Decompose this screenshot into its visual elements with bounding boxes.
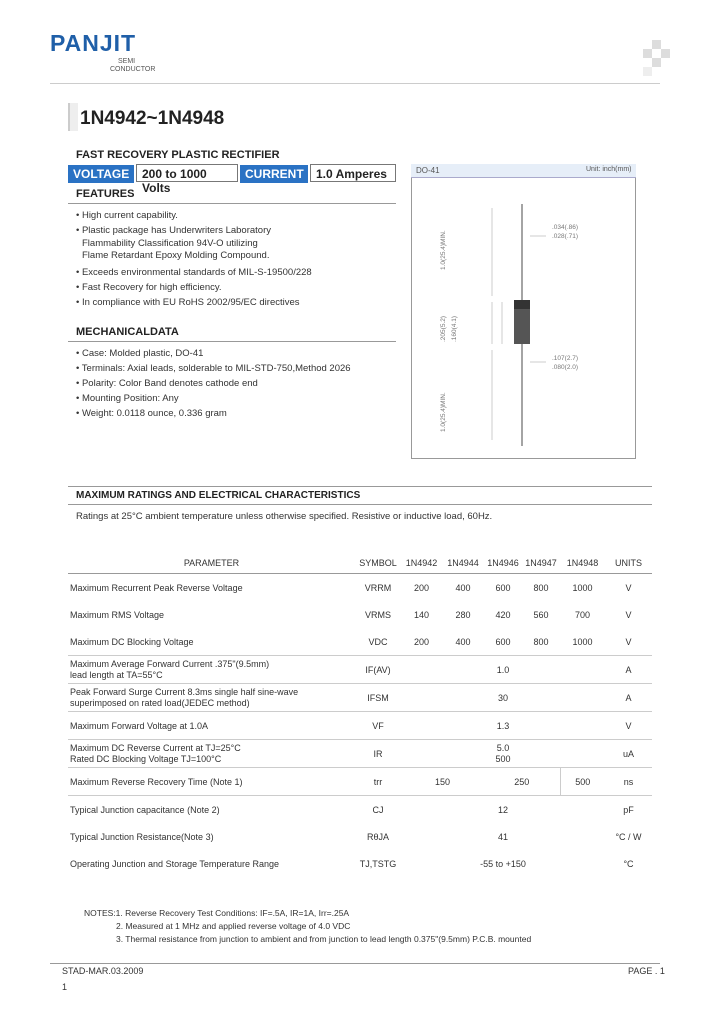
value-cell: 420 [495, 609, 511, 620]
footer-date: STAD-MAR.03.2009 [62, 966, 144, 976]
unit-cell: ns [605, 768, 652, 796]
value-cell: 1000 [572, 582, 593, 593]
unit-cell: pF [623, 804, 634, 815]
param-cell: Typical Junction capacitance (Note 2) [70, 804, 220, 815]
value-cell: 400 [442, 628, 484, 656]
value-cell: 1.3 [401, 712, 605, 740]
value-line: 500 [495, 753, 511, 764]
ratings-note: Ratings at 25°C ambient temperature unless otherwise specified. Resistive or inductive load, 60Hz. [76, 511, 493, 522]
value-cell: 400 [455, 582, 471, 593]
param-cell [68, 740, 355, 768]
unit-cell: °C / W [615, 831, 642, 842]
product-subtitle: FAST RECOVERY PLASTIC RECTIFIER [76, 149, 280, 161]
param-line: Peak Forward Surge Current 8.3ms single half sine-wave [70, 686, 299, 697]
symbol-cell: VRMS [364, 609, 391, 620]
dim-body-diameter-max: .107(2.7) [552, 355, 579, 362]
value-cell: 12 [497, 804, 508, 815]
table-row [68, 740, 652, 768]
value-cell: 600 [495, 582, 511, 593]
features-divider [68, 203, 396, 204]
voltage-value: 200 to 1000 Volts [136, 164, 238, 182]
param-cell: Maximum RMS Voltage [70, 609, 165, 620]
symbol-cell: VDC [355, 628, 401, 656]
dim-body-length-max: .205(5.2) [440, 315, 447, 342]
table-row [68, 656, 652, 684]
page-title: 1N4942~1N4948 [80, 108, 225, 129]
table-header: SYMBOL [355, 553, 401, 574]
dim-lead-diameter-min: .028(.71) [552, 233, 579, 240]
ratings-heading: MAXIMUM RATINGS AND ELECTRICAL CHARACTERISTICS [76, 490, 361, 501]
unit-cell: uA [605, 740, 652, 768]
unit-cell: A [605, 684, 652, 712]
table-row [68, 796, 652, 824]
table-row [68, 628, 652, 656]
list-item: • Weight: 0.0118 ounce, 0.336 gram [76, 408, 227, 419]
list-item: • Plastic package has Underwriters Laboratory [76, 225, 272, 236]
note-line: 2. Measured at 1 MHz and applied reverse voltage of 4.0 VDC [116, 921, 351, 931]
title-accent [68, 103, 78, 131]
value-cell: 800 [533, 582, 549, 593]
value-cell [401, 740, 605, 768]
value-cell: 150 [401, 768, 484, 796]
table-header: 1N4942 [401, 553, 442, 574]
value-cell: 30 [401, 684, 605, 712]
list-item: • In compliance with EU RoHS 2002/95/EC directives [76, 297, 300, 308]
dim-body-diameter-min: .080(2.0) [552, 364, 579, 371]
value-cell: 800 [522, 628, 560, 656]
table-row [68, 601, 652, 628]
list-item: • Mounting Position: Any [76, 393, 179, 404]
symbol-cell: trr [355, 768, 401, 796]
footer-page: PAGE . 1 [628, 966, 665, 976]
symbol-cell: VRRM [364, 582, 392, 593]
table-row [68, 768, 652, 796]
footer-divider [50, 963, 660, 964]
list-item: Flammability Classification 94V-O utilizing [82, 238, 258, 249]
package-name: DO-41 [416, 166, 440, 175]
param-line: lead length at TA=55°C [70, 669, 163, 680]
param-cell: Maximum Reverse Recovery Time (Note 1) [68, 768, 355, 796]
value-cell: 700 [574, 609, 591, 620]
dim-lead-length-bottom: 1.0(25.4)MIN. [440, 392, 447, 432]
page-number: 1 [62, 982, 68, 992]
param-cell: Maximum Recurrent Peak Reverse Voltage [70, 582, 243, 593]
param-cell: Maximum Forward Voltage at 1.0A [68, 712, 355, 740]
value-line: 5.0 [496, 742, 510, 753]
param-cell [68, 656, 355, 684]
symbol-cell: IFSM [355, 684, 401, 712]
list-item: • Fast Recovery for high efficiency. [76, 282, 222, 293]
note-line: NOTES:1. Reverse Recovery Test Conditions: IF=.5A, IR=1A, Irr=.25A [84, 908, 350, 918]
dim-lead-length-top: 1.0(25.4)MIN. [440, 230, 447, 270]
voltage-label: VOLTAGE [68, 165, 134, 183]
table-header: PARAMETER [68, 553, 355, 574]
unit-cell: V [605, 628, 652, 656]
value-cell: 41 [497, 831, 508, 842]
table-row [68, 712, 652, 740]
unit-cell: V [625, 582, 632, 593]
list-item: • Terminals: Axial leads, solderable to MIL-STD-750,Method 2026 [76, 363, 351, 374]
symbol-cell: RθJA [366, 831, 389, 842]
value-cell: 140 [413, 609, 430, 620]
cathode-band [514, 300, 530, 309]
symbol-cell: IR [355, 740, 401, 768]
list-item: • High current capability. [76, 210, 178, 221]
value-cell: 250 [484, 768, 560, 796]
value-cell: 280 [455, 609, 471, 620]
table-row [68, 823, 652, 850]
ratings-table [68, 553, 652, 877]
symbol-cell: TJ,TSTG [359, 858, 397, 869]
note-line: 3. Thermal resistance from junction to ambient and from junction to lead length 0.375"(9.5mm) P.C.B. mounted [116, 934, 532, 944]
table-row [68, 684, 652, 712]
dim-lead-diameter-max: .034(.86) [552, 224, 579, 231]
list-item: • Polarity: Color Band denotes cathode end [76, 378, 258, 389]
mechanical-list [76, 346, 351, 421]
dim-body-length-min: .160(4.1) [451, 315, 458, 342]
brand-subtitle [110, 58, 155, 74]
ratings-divider [68, 504, 652, 505]
header-divider [50, 83, 660, 84]
value-cell: 1000 [560, 628, 605, 656]
unit-cell: °C [623, 858, 634, 869]
features-heading: FEATURES [76, 188, 135, 200]
features-list [76, 208, 312, 310]
param-cell: Operating Junction and Storage Temperature Range [70, 858, 279, 869]
current-value: 1.0 Amperes [310, 164, 396, 182]
value-cell: 560 [533, 609, 549, 620]
unit-cell: A [605, 656, 652, 684]
param-line: Maximum DC Reverse Current at TJ=25°C [70, 742, 241, 753]
table-header: 1N4944 [442, 553, 484, 574]
table-header: 1N4948 [560, 553, 605, 574]
current-label: CURRENT [240, 165, 308, 183]
brand-logo: PANJIT [50, 30, 137, 56]
symbol-cell: IF(AV) [355, 656, 401, 684]
unit-cell: V [625, 609, 632, 620]
list-item: Flame Retardant Epoxy Molding Compound. [82, 250, 270, 261]
param-cell: Maximum DC Blocking Voltage [68, 628, 355, 656]
table-row [68, 574, 652, 602]
mechanical-heading: MECHANICALDATA [76, 326, 179, 338]
package-unit: Unit: inch(mm) [586, 166, 632, 173]
mechanical-divider [68, 341, 396, 342]
notes [84, 907, 531, 946]
unit-cell: V [605, 712, 652, 740]
table-header-row [68, 553, 652, 574]
ratings-top-divider [68, 486, 652, 487]
table-row [68, 850, 652, 877]
value-cell: 600 [484, 628, 522, 656]
table-header: 1N4947 [522, 553, 560, 574]
symbol-cell: CJ [372, 804, 384, 815]
brand-sub1: SEMI [118, 58, 136, 65]
list-item: • Exceeds environmental standards of MIL-S-19500/228 [76, 267, 312, 278]
param-line: superimposed on rated load(JEDEC method) [70, 697, 250, 708]
list-item: • Case: Molded plastic, DO-41 [76, 348, 204, 359]
value-cell: -55 to +150 [480, 858, 526, 869]
value-cell: 500 [560, 768, 605, 796]
value-cell: 200 [413, 582, 430, 593]
param-line: Rated DC Blocking Voltage TJ=100°C [70, 753, 222, 764]
param-cell: Typical Junction Resistance(Note 3) [70, 831, 214, 842]
table-header: 1N4946 [484, 553, 522, 574]
value-cell: 1.0 [401, 656, 605, 684]
table-header: UNITS [605, 553, 652, 574]
symbol-cell: VF [355, 712, 401, 740]
value-cell: 200 [401, 628, 442, 656]
brand-sub2: CONDUCTOR [110, 66, 156, 73]
param-line: Maximum Average Forward Current .375"(9.5mm) [70, 658, 270, 669]
param-cell [68, 684, 355, 712]
